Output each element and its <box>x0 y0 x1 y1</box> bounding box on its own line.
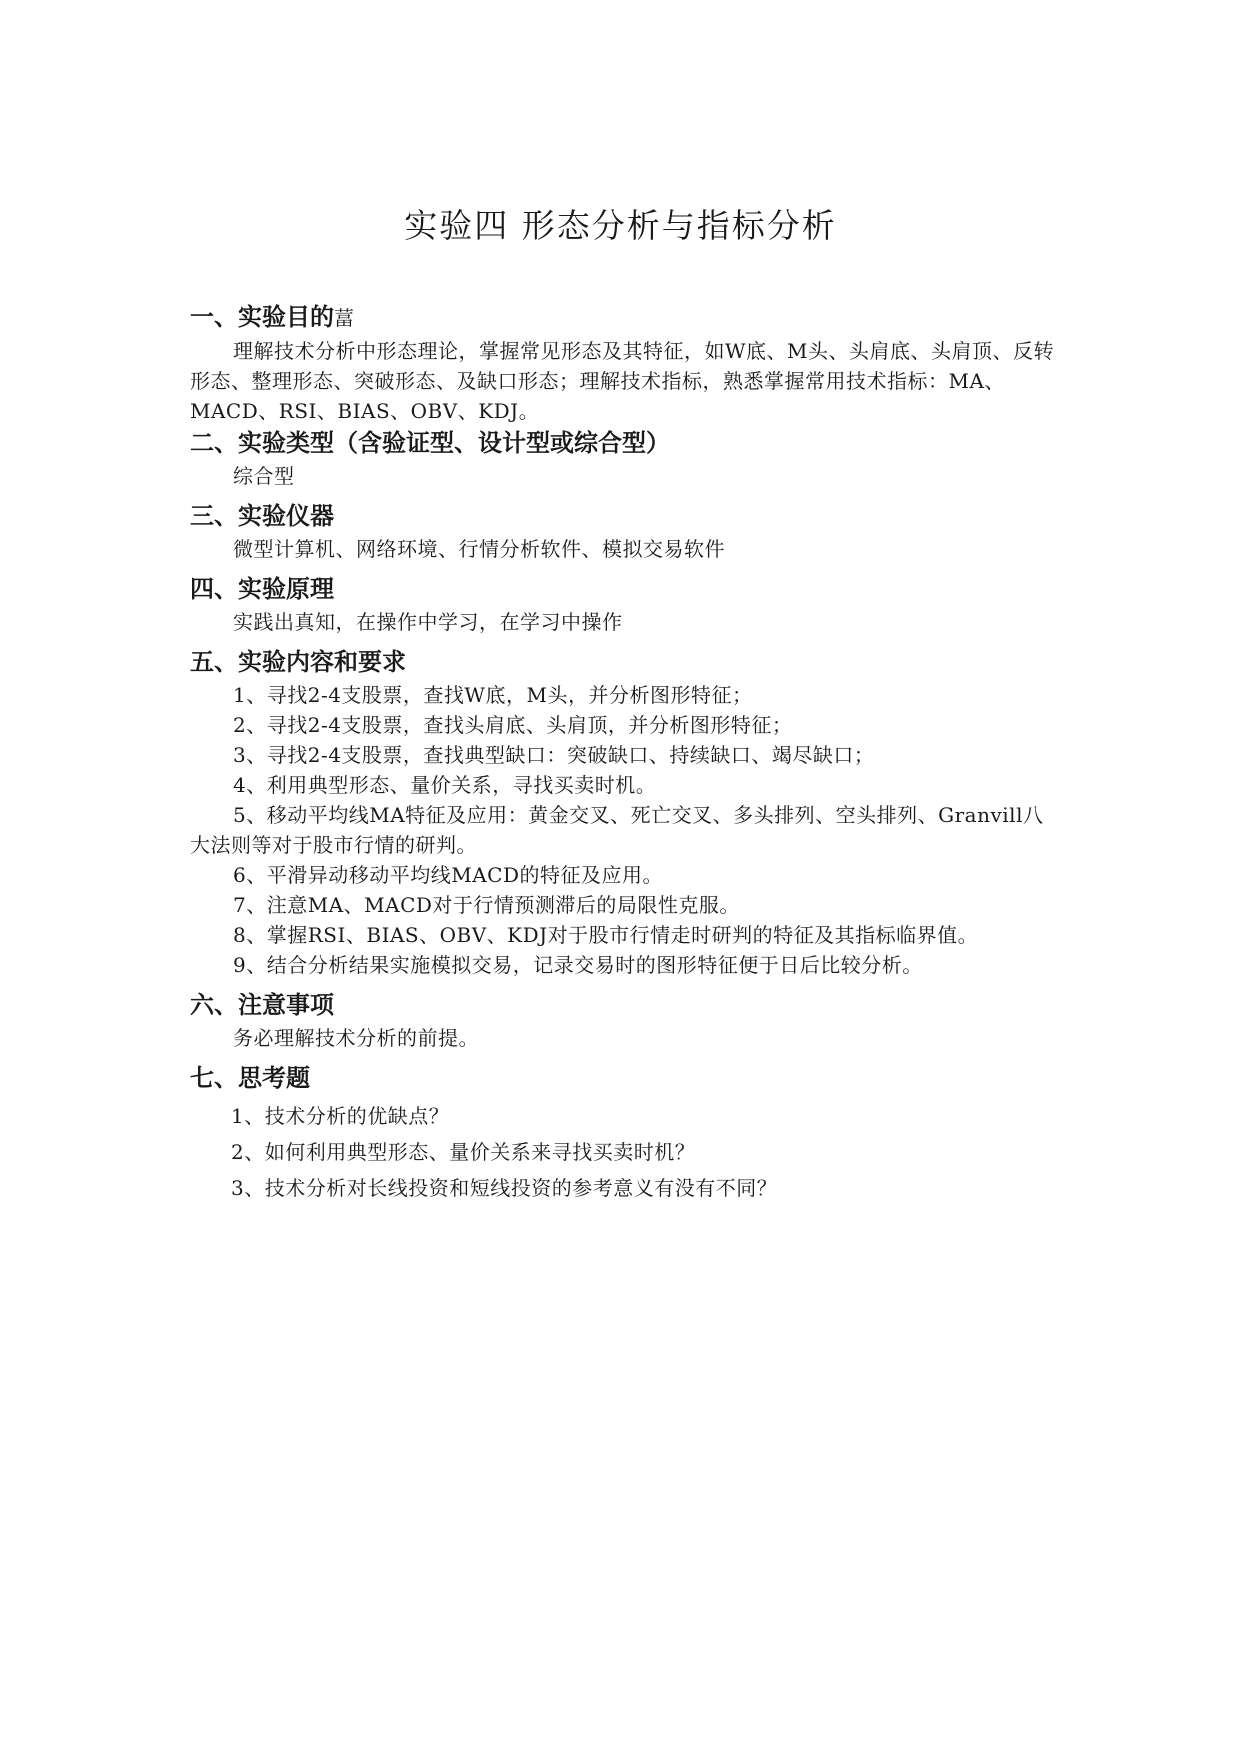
section-paragraph: 实践出真知，在操作中学习，在学习中操作 <box>233 610 623 634</box>
section-purpose <box>190 300 1060 426</box>
document-title: 实验四 形态分析与指标分析 <box>404 206 837 245</box>
list-item: 5、移动平均线MA特征及应用：黄金交叉、死亡交叉、多头排列、空头排列、Granvill八大法则等对于股市行情的研判。 <box>190 803 1044 857</box>
section-questions <box>190 1061 1060 1203</box>
list-item: 6、平滑异动移动平均线MACD的特征及应用。 <box>233 863 663 887</box>
list-item: 7、注意MA、MACD对于行情预测滞后的局限性克服。 <box>233 893 740 917</box>
section-paragraph: 微型计算机、网络环境、行情分析软件、模拟交易软件 <box>233 537 725 561</box>
question-item: 1、技术分析的优缺点？ <box>231 1104 450 1128</box>
section-heading: 三、实验仪器 <box>190 502 334 530</box>
question-item: 2、如何利用典型形态、量价关系来寻找买卖时机？ <box>231 1140 696 1164</box>
list-item: 3、寻找2-4支股票，查找典型缺口：突破缺口、持续缺口、竭尽缺口； <box>233 743 875 767</box>
section-instruments <box>190 499 1060 564</box>
list-item: 1、寻找2-4支股票，查找W底，M头，并分析图形特征； <box>233 683 753 707</box>
section-heading: 六、注意事项 <box>190 991 334 1019</box>
list-item: 8、掌握RSI、BIAS、OBV、KDJ对于股市行情走时研判的特征及其指标临界值。 <box>233 923 979 947</box>
section-heading <box>190 300 1060 335</box>
section-paragraph: 综合型 <box>233 464 295 488</box>
section-principle <box>190 572 1060 637</box>
heading-suffix-mark: 葍 <box>334 306 354 330</box>
section-type <box>190 426 1060 491</box>
list-item: 9、结合分析结果实施模拟交易，记录交易时的图形特征便于日后比较分析。 <box>233 953 923 977</box>
section-paragraph: 理解技术分析中形态理论，掌握常见形态及其特征，如W底、M头、头肩底、头肩顶、反转形态、整理形态、突破形态、及缺口形态；理解技术指标，熟悉掌握常用技术指标：MA、MACD、RSI、BIAS、OBV、KDJ。 <box>190 339 1055 423</box>
section-heading: 四、实验原理 <box>190 575 334 603</box>
section-heading-text: 一、实验目的 <box>190 303 334 331</box>
section-paragraph: 务必理解技术分析的前提。 <box>233 1026 479 1050</box>
list-item: 2、寻找2-4支股票，查找头肩底、头肩顶，并分析图形特征； <box>233 713 793 737</box>
section-heading: 二、实验类型（含验证型、设计型或综合型） <box>190 429 670 457</box>
section-content-requirements <box>190 645 1060 980</box>
section-heading: 七、思考题 <box>190 1064 310 1092</box>
list-item: 4、利用典型形态、量价关系，寻找买卖时机。 <box>233 773 657 797</box>
document-body <box>190 300 1060 1203</box>
question-item: 3、技术分析对长线投资和短线投资的参考意义有没有不同？ <box>231 1176 778 1200</box>
section-heading: 五、实验内容和要求 <box>190 648 406 676</box>
section-notes <box>190 988 1060 1053</box>
